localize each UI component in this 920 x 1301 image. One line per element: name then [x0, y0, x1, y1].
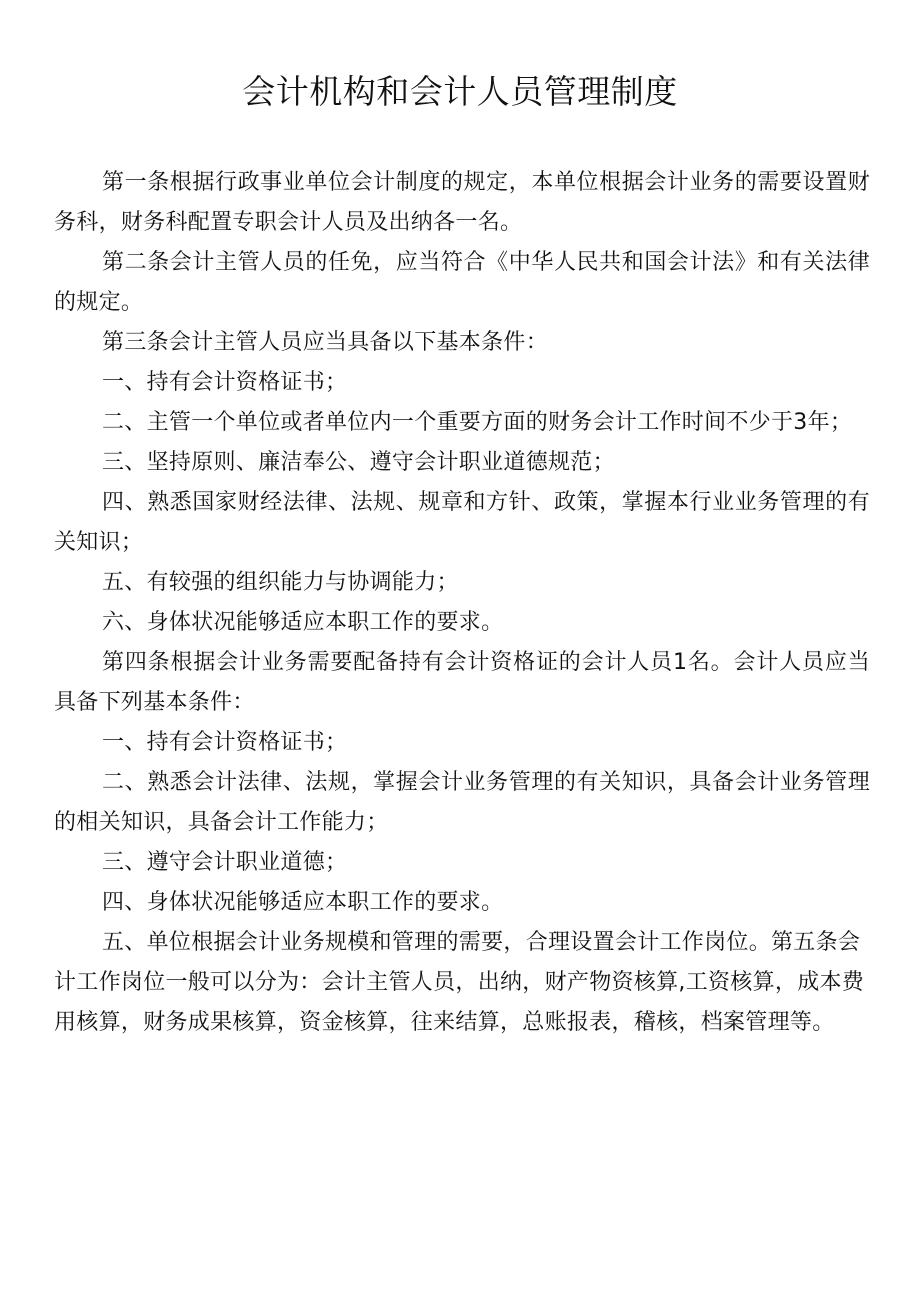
list-item-4-5-and-article-5: 五、单位根据会计业务规模和管理的需要，合理设置会计工作岗位。第五条会计工作岗位一般可以分为：会计主管人员，出纳，财产物资核算,工资核算，成本费用核算，财务成果核算，资金核算，往来结算，总账报表，稽核，档案管理等。: [54, 930, 865, 1035]
list-item-4-1: 一、持有会计资格证书；: [102, 730, 348, 755]
list-item-3-1: 一、持有会计资格证书；: [102, 370, 348, 395]
list-item-3-2: 二、主管一个单位或者单位内一个重要方面的财务会计工作时间不少于3年；: [102, 410, 853, 435]
list-item-4-4: 四、身体状况能够适应本职工作的要求。: [102, 890, 504, 915]
list-item-3-5: 五、有较强的组织能力与协调能力；: [102, 570, 459, 595]
list-item-4-3: 三、遵守会计职业道德；: [102, 850, 348, 875]
list-item-3-4: 四、熟悉国家财经法律、法规、规章和方针、政策，掌握本行业业务管理的有关知识；: [54, 490, 870, 555]
document-body: [54, 163, 870, 1043]
document-title: 会计机构和会计人员管理制度: [242, 72, 678, 111]
list-item-4-2: 二、熟悉会计法律、法规，掌握会计业务管理的有关知识，具备会计业务管理的相关知识，具备会计工作能力；: [54, 770, 870, 835]
list-item-3-3: 三、坚持原则、廉洁奉公、遵守会计职业道德规范；: [102, 450, 615, 475]
list-item-3-6: 六、身体状况能够适应本职工作的要求。: [102, 610, 504, 635]
paragraph-article-4: 第四条根据会计业务需要配备持有会计资格证的会计人员1名。会计人员应当具备下列基本条件：: [54, 650, 870, 715]
paragraph-article-1: 第一条根据行政事业单位会计制度的规定，本单位根据会计业务的需要设置财务科，财务科配置专职会计人员及出纳各一名。: [54, 170, 870, 235]
paragraph-article-2: 第二条会计主管人员的任免，应当符合《中华人民共和国会计法》和有关法律的规定。: [54, 250, 870, 315]
paragraph-article-3: 第三条会计主管人员应当具备以下基本条件：: [102, 330, 549, 355]
